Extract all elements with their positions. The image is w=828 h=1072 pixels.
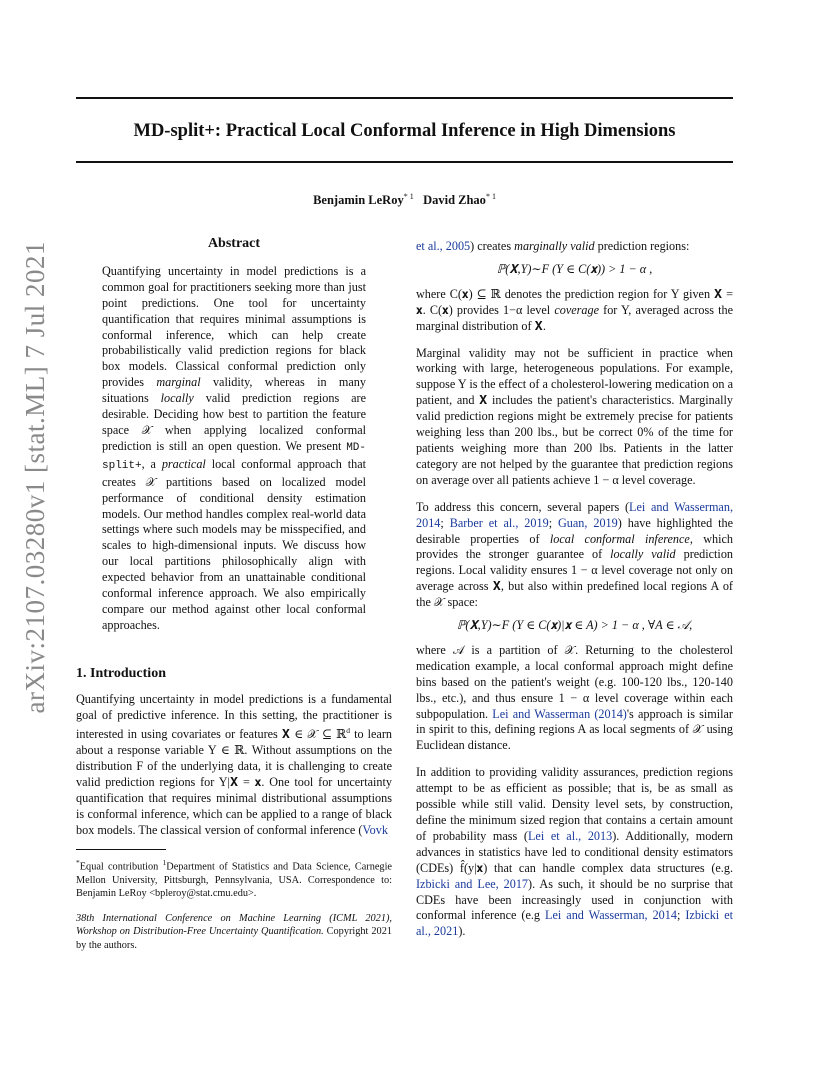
- citation-link[interactable]: Izbicki and Lee, 2017: [416, 876, 529, 891]
- body-text: ). Additionally, modern advances in statistics have led to conditional density estimators (CDEs) f̂(y|𝐱) that can handle complex data structures (e.g.: [416, 828, 733, 875]
- body-emphasis: marginally valid: [514, 239, 595, 253]
- footnote-text: Equal contribution: [79, 861, 163, 873]
- section-heading-introduction: 1. Introduction: [76, 665, 166, 681]
- body-emphasis: local conformal inference: [549, 531, 690, 546]
- abstract-text: valid prediction regions are desirable. Deciding how best to partition the feature space 𝒳 when applying localized conformal prediction is still an open question. We present: [102, 391, 367, 453]
- citation-link[interactable]: Izbicki et al., 2021: [416, 908, 733, 939]
- intro-superscript: d: [346, 726, 350, 736]
- abstract-emphasis: locally: [160, 391, 194, 406]
- body-text: In addition to providing validity assurances, prediction regions attempt to be as efficient as possible; that is, be as small as possible while still valid. Density level sets, by construction, define the minimum sized region that contains a certain amount of probability mass (: [416, 765, 733, 843]
- abstract-emphasis: practical: [161, 456, 206, 471]
- body-text: for Y, averaged across the marginal distribution of 𝐗.: [416, 302, 734, 333]
- abstract-emphasis: marginal: [156, 375, 201, 390]
- citation-link[interactable]: Barber et al., 2019: [449, 515, 549, 530]
- copyright-text: Copyright 2021 by the authors.: [76, 926, 392, 951]
- citation-link[interactable]: Lei and Wasserman, 2014: [416, 499, 733, 530]
- abstract-text: Quantifying uncertainty in model predictions is a common goal for practitioners seeking more than just point predictions. One tool for uncertainty quantification that requires minimal assumptions is conformal inference, which can help create probabilistically valid prediction regions for black box models. Classical conformal prediction only provides: [102, 263, 366, 390]
- abstract-text: local conformal approach that creates 𝒳 partitions based on localized model performance of conditional density estimation models. Our method handles complex real-world data settings where such models may be misspecified, and scales to high-dimensional inputs. We discuss how our local partitions philosophically align with expected behavior from an unattainable conditional conformal inference approach. We also empirically compare our method against other local conformal approaches.: [102, 456, 367, 632]
- citation-link[interactable]: Vovk: [362, 822, 388, 837]
- intro-paragraph: [76, 692, 392, 839]
- equation-local: ℙ(𝐗,Y)∼F (Y ∈ C(𝐱)|𝐱 ∈ A) > 1 − α , ∀A ∈ 𝒜,: [456, 618, 693, 633]
- citation-link[interactable]: Lei and Wasserman, 2014: [545, 908, 677, 923]
- top-rule: [76, 97, 733, 99]
- author-2: David Zhao: [423, 193, 486, 208]
- footnote-text: Department of Statistics and Data Science, Carnegie Mellon University, Pittsburgh, Pennsylvania, USA. Correspondence to: Benjamin LeRoy <bpleroy@stat.cmu.edu>.: [76, 861, 392, 899]
- citation-link[interactable]: et al., 2005: [416, 239, 471, 253]
- body-paragraph: In addition to providing validity assurances, prediction regions attempt to be as efficient as possible; that is, be as small as possible while still valid. Density level sets, by construction, define the minimum sized region that contains a certain amount of probability mass (Lei et al., 2013). Additionally, modern advances in statistics have led to conditional density estimators (CDEs) f̂(y|𝐱) that can handle complex data structures (e.g. Izbicki and Lee, 2017). As such, it should be no surprise that CDEs have been increasingly used in conjunction with conformal inference (e.g Lei and Wasserman, 2014; Izbicki et al., 2021).: [416, 765, 733, 939]
- body-text: ) creates: [470, 239, 512, 253]
- left-column: [76, 236, 392, 952]
- body-text: , which provides the stronger guarantee of: [416, 531, 733, 562]
- abstract-text: , a: [141, 456, 156, 471]
- arxiv-identifier: arXiv:2107.03280v1 [stat.ML] 7 Jul 2021: [19, 240, 50, 714]
- body-text: ). As such, it should be no surprise that CDEs have been increasingly used in conjunction with conformal inference (e.g: [416, 876, 733, 923]
- body-paragraph: [416, 643, 733, 754]
- author-1-mark: * 1: [403, 192, 414, 201]
- body-text: prediction regions:: [597, 239, 690, 253]
- footnote-rule: [76, 849, 166, 850]
- body-emphasis: coverage: [554, 302, 600, 317]
- paper-title: MD-split+: Practical Local Conformal Inference in High Dimensions: [133, 121, 676, 141]
- author-2-mark: * 1: [485, 192, 496, 201]
- body-text: To address this concern, several papers (: [416, 499, 630, 514]
- abstract-text: validity, whereas in many situations: [102, 375, 366, 406]
- body-text: where 𝒜 is a partition of 𝒳. Returning to the cholesterol medication example, a local conformal approach might define bins based on the patient's weight (e.g. 100-120 lbs., 120-140 lbs., etc.), and thus ensure 1 − α level coverage within each subpopulation.: [416, 642, 733, 721]
- equation-marginal: ℙ(𝐗,Y)∼F (Y ∈ C(𝐱)) > 1 − α ,: [496, 261, 653, 276]
- footnote-affiliation: [76, 856, 392, 900]
- abstract-body: [76, 264, 392, 634]
- method-name: MD-split+: [102, 441, 367, 472]
- title-rule: [76, 161, 733, 163]
- intro-text: to learn about a response variable Y ∈ ℝ. Without assumptions on the distribution F of the underlying data, it is challenging to create valid prediction regions for Y|𝐗 = 𝐱. One tool for uncertainty quantification that requires minimal distributional assumptions is conformal inference, which can be applied to a range of black box models. The classical version of conformal inference (: [76, 727, 392, 837]
- body-paragraph: [416, 239, 733, 255]
- author-line: [76, 192, 733, 208]
- footnote-mark: 1: [162, 857, 167, 867]
- right-column: [416, 239, 733, 940]
- body-paragraph: To address this concern, several papers (Lei and Wasserman, 2014; Barber et al., 2019; Guan, 2019) have highlighted the desirable properties of local conformal inference, which provides the stronger guarantee of locally valid prediction regions. Local validity ensures 1 − α level coverage not only on average across 𝐗, but also within predefined local regions A of the 𝒳 space:: [416, 499, 734, 610]
- body-text: prediction regions. Local validity ensures 1 − α level coverage not only on average across 𝐗, but also within predefined local regions A of the 𝒳 space:: [416, 547, 734, 610]
- arxiv-stamp: [10, 240, 60, 714]
- author-1: Benjamin LeRoy: [313, 193, 404, 208]
- citation-link[interactable]: Guan, 2019: [558, 515, 618, 530]
- abstract-heading: Abstract: [207, 236, 261, 251]
- citation-link[interactable]: Lei et al., 2013: [527, 828, 613, 843]
- body-emphasis: locally valid: [610, 547, 676, 562]
- citation-link[interactable]: Lei and Wasserman (2014): [492, 706, 627, 721]
- body-text: ).: [458, 924, 466, 939]
- body-text: where C(𝐱) ⊆ ℝ denotes the prediction region for Y given 𝐗 = 𝐱. C(𝐱) provides 1−α level: [416, 286, 733, 317]
- body-paragraph: [416, 287, 733, 335]
- footnote-venue: [76, 912, 392, 952]
- body-paragraph: Marginal validity may not be sufficient in practice when working with large, heterogeneous populations. For example, suppose Y is the effect of a cholesterol-lowering medication on a patient, and 𝐗 includes the patient's characteristics. Marginally valid prediction regions might be extremely precise for patients weighing less than 200 lbs., but be correct 0% of the time for patients weighing more than 200 lbs. Patients in the latter category are not helped by the guarantee that prediction regions on average over all patients achieve 1 − α level coverage.: [416, 345, 733, 487]
- venue-text: 38th International Conference on Machine Learning (ICML 2021), Workshop on Distribution-Free Uncertainty Quantification.: [76, 913, 392, 938]
- footnote-mark: *: [76, 857, 80, 867]
- body-text: 's approach is similar in spirit to this, defining regions A as local segments of 𝒳 using Euclidean distance.: [416, 706, 733, 753]
- body-text: ) have highlighted the desirable properties of: [416, 515, 733, 546]
- intro-text: Quantifying uncertainty in model predictions is a fundamental goal of predictive inference. In this setting, the practitioner is interested in using covariates or features 𝐗 ∈ 𝒳 ⊆ ℝ: [76, 691, 392, 742]
